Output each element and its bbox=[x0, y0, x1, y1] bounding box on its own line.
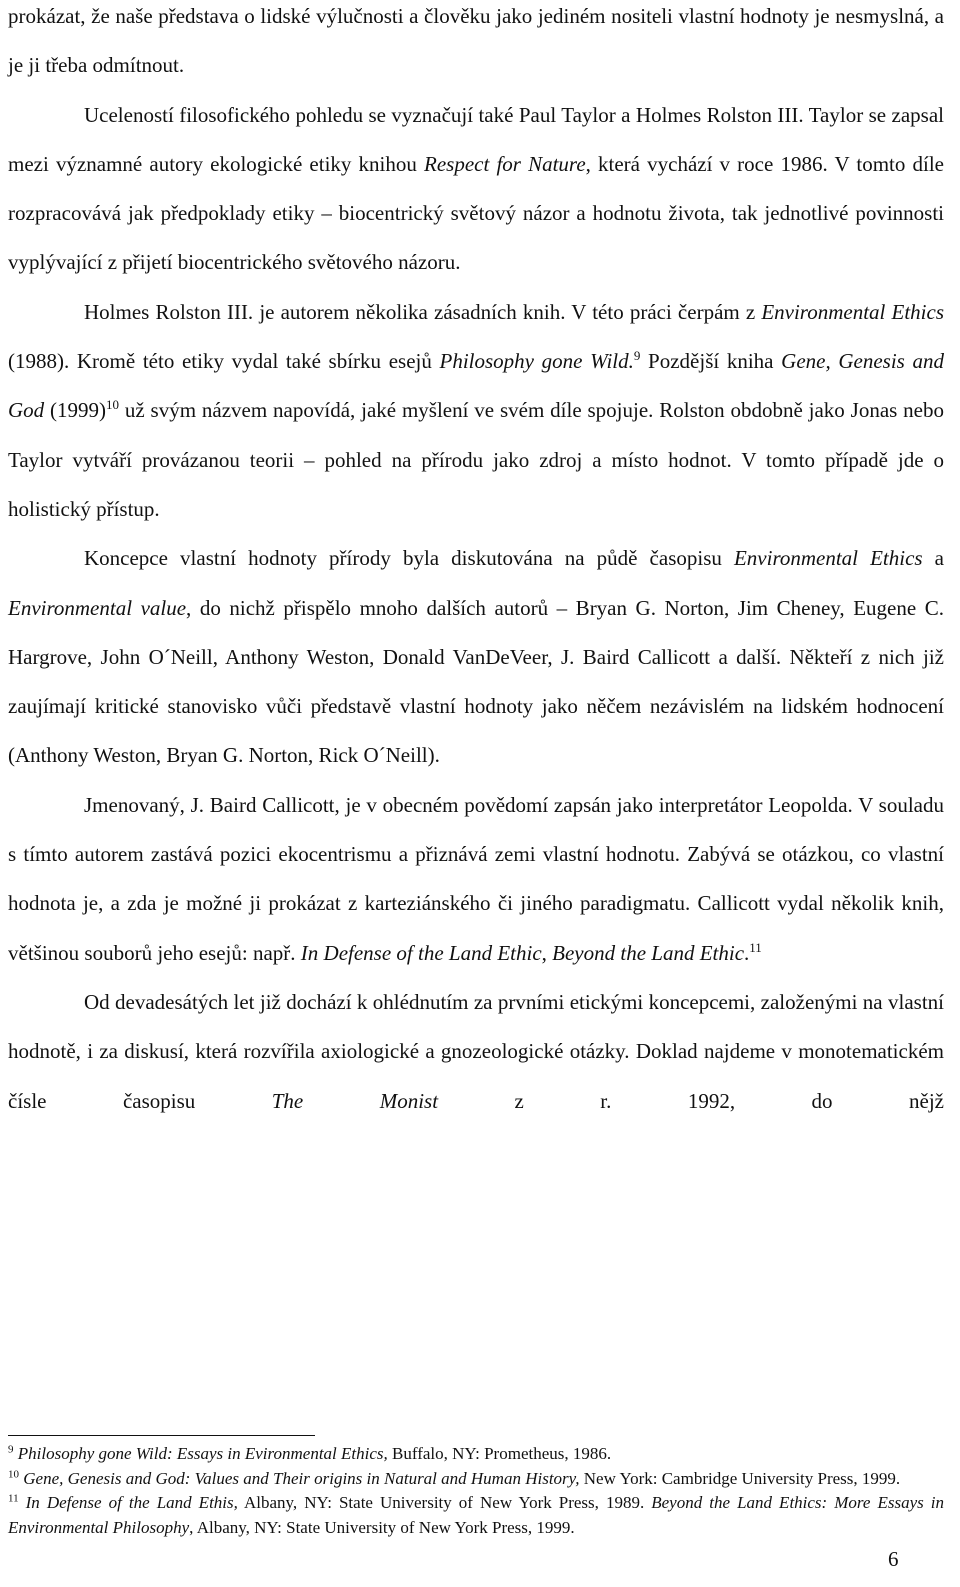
italic-title: Gene, Genesis and God: Values and Their origins in Natural and Human History, bbox=[23, 1468, 580, 1488]
italic-title: Environmental value bbox=[8, 595, 187, 620]
italic-title: Philosophy gone Wild. bbox=[439, 349, 634, 374]
text-run: , která vychází v roce 1986. V tomto díle rozpracovává jak předpoklady etiky – biocentrický světový názor a hodnotu života, tak jednotlivé povinnosti vyplývající z přijetí biocentrického světového názoru. bbox=[8, 151, 944, 275]
footnote-ref: 9 bbox=[633, 348, 641, 364]
page-body bbox=[8, 0, 944, 1126]
footnote-9 bbox=[8, 1442, 944, 1467]
text-run: (1988). Kromě této etiky vydal také sbírku esejů bbox=[8, 349, 440, 374]
paragraph-continuation bbox=[8, 0, 944, 91]
italic-title: Respect for Nature bbox=[424, 151, 586, 176]
text-run: (1999) bbox=[44, 398, 107, 423]
text-run: New York: Cambridge University Press, 1999. bbox=[579, 1468, 901, 1488]
paragraph-callicott bbox=[8, 781, 944, 978]
text-run: , do nichž přispělo mnoho dalších autorů – Bryan G. Norton, Jim Cheney, Eugene C. Hargrove, John O´Neill, Anthony Weston, Donald VanDeVeer, J. Baird Callicott a další. Někteří z nich již zaujímají kritické stanovisko vůči představě vlastní hodnoty jako něčem nezávislém na lidském hodnocení (Anthony Weston, Bryan G. Norton, Rick O´Neill). bbox=[8, 595, 944, 768]
italic-title: Gene, Genesis and God bbox=[8, 349, 944, 423]
text-run: prokázat, že naše představa o lidské výlučnosti a člověku jako jediném nositeli vlastní hodnoty je nesmyslná, a je ji třeba odmítnout. bbox=[8, 4, 944, 78]
paragraph-nineties bbox=[8, 978, 944, 1126]
text-run bbox=[19, 1493, 26, 1512]
text-run: , bbox=[541, 940, 553, 965]
footnote-10 bbox=[8, 1467, 944, 1492]
paragraph-rolston-works bbox=[8, 288, 944, 534]
footnote-ref: 11 bbox=[749, 939, 762, 955]
text-run: Od devadesátých let již dochází k ohlédnutím za prvními etickými koncepcemi, založenými na vlastní hodnotě, i za diskusí, která rozvířila axiologické a gnozeologické otázky. Doklad najdeme v monotematickém čísle časopisu bbox=[8, 989, 944, 1113]
text-run: . bbox=[744, 940, 750, 965]
text-run: Buffalo, NY: Prometheus, 1986. bbox=[387, 1444, 612, 1463]
italic-title: The Monist bbox=[271, 1088, 439, 1113]
italic-title: In Defense of the Land Ethic bbox=[300, 940, 542, 965]
italic-title: Environmental Ethics bbox=[761, 299, 944, 324]
text-run: Koncepce vlastní hodnoty přírody byla diskutována na půdě časopisu bbox=[84, 546, 734, 571]
text-run: už svým názvem napovídá, jaké myšlení ve svém díle spojuje. Rolston obdobně jako Jonas nebo Taylor vytváří provázanou teorii – pohled na přírodu jako zdroj a místo hodnot. V tomto případě jde o holistický přístup. bbox=[8, 398, 944, 521]
text-run: , Albany, NY: State University of New York Press, 1999. bbox=[189, 1517, 575, 1537]
italic-title: Philosophy gone Wild: Essays in Evironmental Ethics, bbox=[17, 1444, 388, 1463]
italic-title: In Defense of the Land Ethis, bbox=[25, 1493, 238, 1512]
paragraph-taylor-rolston bbox=[8, 91, 944, 288]
footnote-ref: 10 bbox=[106, 397, 120, 413]
italic-title: Beyond the Land Ethics: More Essays in Environmental Philosophy bbox=[8, 1493, 945, 1537]
footnote-11 bbox=[8, 1491, 944, 1540]
paragraph-intrinsic-value-debate bbox=[8, 534, 944, 780]
footnote-ref: 11 bbox=[8, 1492, 19, 1505]
italic-title: Beyond the Land Ethic bbox=[552, 940, 745, 965]
text-run: Albany, NY: State University of New York Press, 1989. bbox=[237, 1493, 652, 1512]
page-number: 6 bbox=[888, 1547, 899, 1571]
footnote-divider bbox=[8, 1435, 315, 1436]
text-run: Holmes Rolston III. je autorem několika zásadních knih. V této práci čerpám z bbox=[84, 299, 762, 324]
text-run: z r. 1992, do nějž bbox=[438, 1088, 944, 1113]
text-run: a bbox=[922, 546, 944, 571]
text-run: Jmenovaný, J. Baird Callicott, je v obecném povědomí zapsán jako interpretátor Leopolda. V souladu s tímto autorem zastává pozici ekocentrismu a přiznává zemi vlastní hodnotu. Zabývá se otázkou, co vlastní hodnota je, a zda je možné ji prokázat z karteziánského či jiného paradigmatu. Callicott vydal několik knih, většinou souborů jeho esejů: např. bbox=[8, 792, 944, 965]
text-run: Uceleností filosofického pohledu se vyznačují také Paul Taylor a Holmes Rolston III. Taylor se zapsal mezi významné autory ekologické etiky knihou bbox=[8, 102, 944, 176]
text-run: Pozdější kniha bbox=[640, 349, 782, 374]
footnotes bbox=[8, 1442, 944, 1540]
italic-title: Environmental Ethics bbox=[733, 546, 923, 571]
footnote-ref: 10 bbox=[8, 1467, 19, 1480]
footnote-ref: 9 bbox=[8, 1443, 14, 1456]
